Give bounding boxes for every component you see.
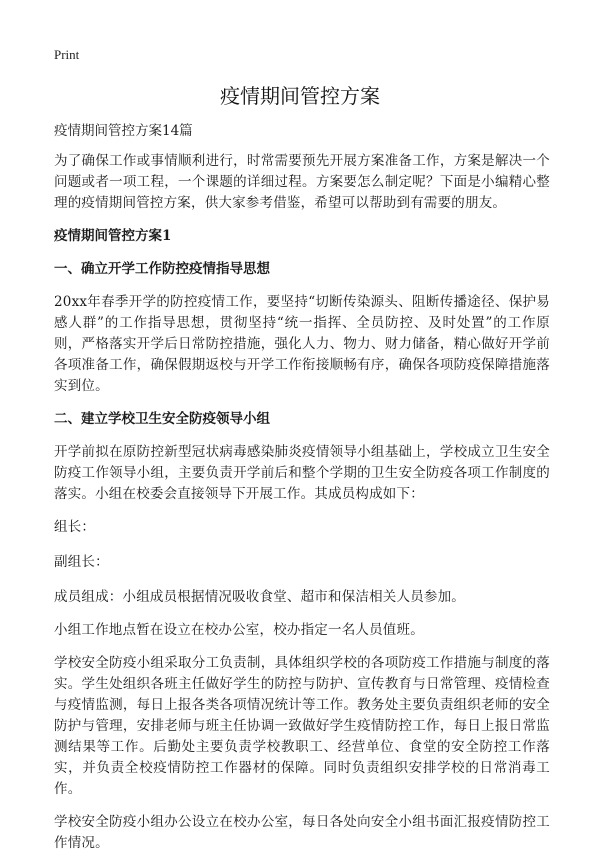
intro-paragraph: 为了确保工作或事情顺利进行，时常需要预先开展方案准备工作，方案是解决一个问题或者一项工程，一个课题的详细过程。方案要怎么制定呢？下面是小编精心整理的疫情期间管控方案，供大家参考借鉴，希望可以帮助到有需要的朋友。 <box>54 153 550 211</box>
members-paragraph: 成员组成：小组成员根据情况吸收食堂、超市和保洁相关人员参加。 <box>54 589 465 605</box>
section-2-heading: 二、建立学校卫生安全防疫领导小组 <box>54 411 270 427</box>
print-link[interactable]: Print <box>54 47 80 62</box>
responsibility-paragraph: 学校安全防疫小组采取分工负责制，具体组织学校的各项防疫工作措施与制度的落实。学生处组织各班主任做好学生的防控与防护、宣传教育与日常管理、疫情检查与疫情监测，每日上报各类各项情况统计等工作。教务处主要负责组织老师的安全防护与管理，安排老师与班主任协调一致做好学生疫情防控工作，每日上报日常监测结果等工作。后勤处主要负责学校教职工、经营单位、食堂的安全防控工作落实，并负责全校疫情防控工作器材的保障。同时负责组织安排学校的日常消毒工作。 <box>54 655 550 797</box>
document-body <box>54 121 550 866</box>
section-1-heading: 一、确立开学工作防控疫情指导思想 <box>54 261 270 277</box>
report-paragraph: 学校安全防疫小组办公设立在校办公室，每日各处向安全小组书面汇报疫情防控工作情况。 <box>54 814 550 851</box>
plan-heading: 疫情期间管控方案1 <box>54 228 172 244</box>
section-2-paragraph: 开学前拟在原防控新型冠状病毒感染肺炎疫情领导小组基础上，学校成立卫生安全防疫工作领导小组，主要负责开学前后和整个学期的卫生安全防疫各项工作制度的落实。小组在校委会直接领导下开展工作。其成员构成如下： <box>54 444 550 502</box>
document-subtitle: 疫情期间管控方案14篇 <box>54 123 193 139</box>
page-title: 疫情期间管控方案 <box>220 84 380 108</box>
office-paragraph: 小组工作地点暂在设立在校办公室，校办指定一名人员值班。 <box>54 622 424 638</box>
vice-leader-line: 副组长： <box>54 554 109 570</box>
leader-line: 组长： <box>54 519 96 535</box>
section-1-paragraph: 20xx年春季开学的防控疫情工作，要坚持“切断传染源头、阻断传播途径、保护易感人群”的工作指导思想，贯彻坚持“统一指挥、全员防控、及时处置”的工作原则，严格落实开学后日常防控措施，强化人力、物力、财力储备，精心做好开学前各项准备工作，确保假期返校与开学工作衔接顺畅有序，确保各项防疫保障措施落实到位。 <box>54 294 550 394</box>
